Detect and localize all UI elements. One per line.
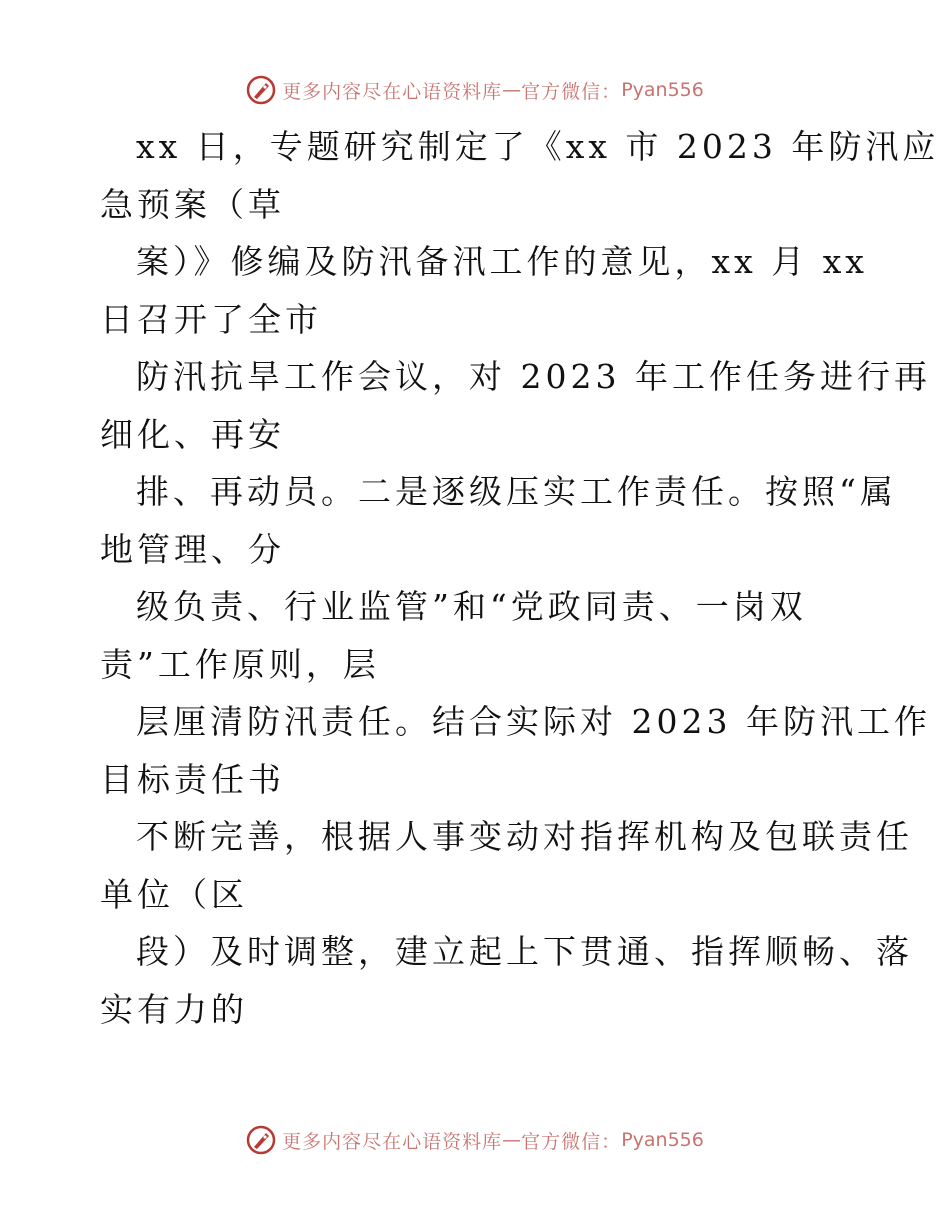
body-line: 排、再动员。二是逐级压实工作责任。按照“属	[136, 472, 897, 511]
body-line: 不断完善，根据人事变动对指挥机构及包联责任	[136, 817, 913, 856]
body-line: 实有力的	[100, 989, 248, 1029]
header-banner	[0, 70, 950, 110]
footer-banner-dash: —	[502, 1129, 522, 1151]
document-body	[100, 118, 940, 1038]
body-line: 级负责、行业监管”和“党政同责、一岗双	[136, 587, 807, 626]
header-banner-text: 更多内容尽在心语资料库	[282, 80, 503, 103]
body-line: 日召开了全市	[100, 299, 322, 339]
body-line: 急预案（草	[100, 184, 285, 224]
header-banner-dash: —	[502, 79, 522, 101]
body-line: 段）及时调整，建立起上下贯通、指挥顺畅、落	[136, 932, 913, 971]
footer-banner-text: 更多内容尽在心语资料库	[282, 1130, 503, 1153]
body-line: xx 日，专题研究制定了《xx 市 2023 年防汛应	[136, 127, 940, 166]
header-wechat-label: 官方微信：	[521, 80, 622, 103]
body-line: 责”工作原则，层	[100, 644, 380, 684]
body-line: 地管理、分	[100, 529, 285, 569]
body-line: 目标责任书	[100, 759, 285, 799]
header-wechat-id: Pyan556	[621, 79, 704, 101]
footer-wechat-id: Pyan556	[621, 1129, 704, 1151]
body-line: 案）》修编及防汛备汛工作的意见，xx 月 xx	[136, 242, 868, 281]
pen-nib-logo-icon	[246, 75, 276, 105]
body-line: 单位（区	[100, 874, 248, 914]
body-line: 层厘清防汛责任。结合实际对 2023 年防汛工作	[136, 702, 931, 741]
body-line: 防汛抗旱工作会议，对 2023 年工作任务进行再	[136, 357, 931, 396]
body-line: 细化、再安	[100, 414, 285, 454]
pen-nib-logo-icon	[246, 1125, 276, 1155]
footer-wechat-label: 官方微信：	[521, 1130, 622, 1153]
footer-banner	[0, 1120, 950, 1160]
